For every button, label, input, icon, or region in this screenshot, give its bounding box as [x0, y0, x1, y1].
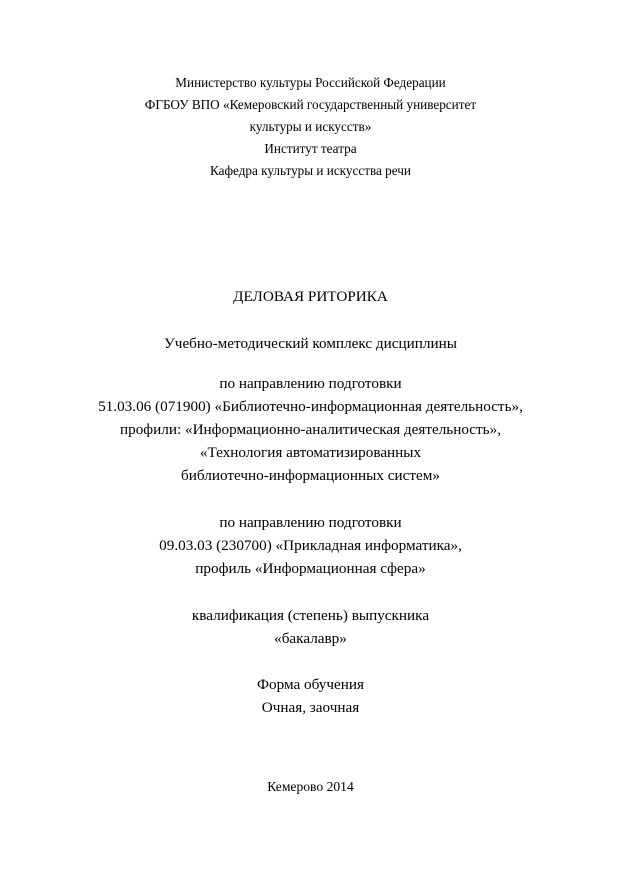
profile-line: профиль «Информационная сфера»: [195, 560, 426, 577]
direction-code: 51.03.06 (071900) «Библиотечно-информационная деятельность»,: [98, 398, 523, 415]
direction-code: 09.03.03 (230700) «Прикладная информатика»,: [159, 537, 462, 554]
profile-line: «Технология автоматизированных: [199, 444, 422, 461]
direction-heading: по направлению подготовки: [219, 375, 402, 392]
direction-block-2: [0, 511, 621, 580]
profile-line: библиотечно-информационных систем»: [181, 467, 440, 484]
document-subtitle: Учебно-методический комплекс дисциплины: [164, 335, 457, 352]
direction-block-1: [0, 372, 621, 487]
document-title: ДЕЛОВАЯ РИТОРИКА: [233, 288, 388, 305]
institution-header: [0, 72, 621, 182]
profile-line: профили: «Информационно-аналитическая деятельность»,: [119, 421, 501, 438]
study-form-value: Очная, заочная: [261, 699, 360, 716]
study-form-block: [0, 673, 621, 719]
qualification-block: [0, 604, 621, 650]
qualification-label: квалификация (степень) выпускника: [191, 607, 430, 624]
university-line: ФГБОУ ВПО «Кемеровский государственный университет: [144, 97, 477, 112]
direction-heading: по направлению подготовки: [219, 514, 402, 531]
study-form-label: Форма обучения: [257, 676, 364, 693]
qualification-value: «бакалавр»: [274, 630, 347, 647]
institute-line: Институт театра: [264, 141, 357, 156]
university-line-cont: культуры и искусств»: [249, 119, 372, 134]
ministry-line: Министерство культуры Российской Федерации: [175, 75, 446, 90]
city-year: Кемерово 2014: [267, 779, 354, 794]
department-line: Кафедра культуры и искусства речи: [210, 163, 411, 178]
